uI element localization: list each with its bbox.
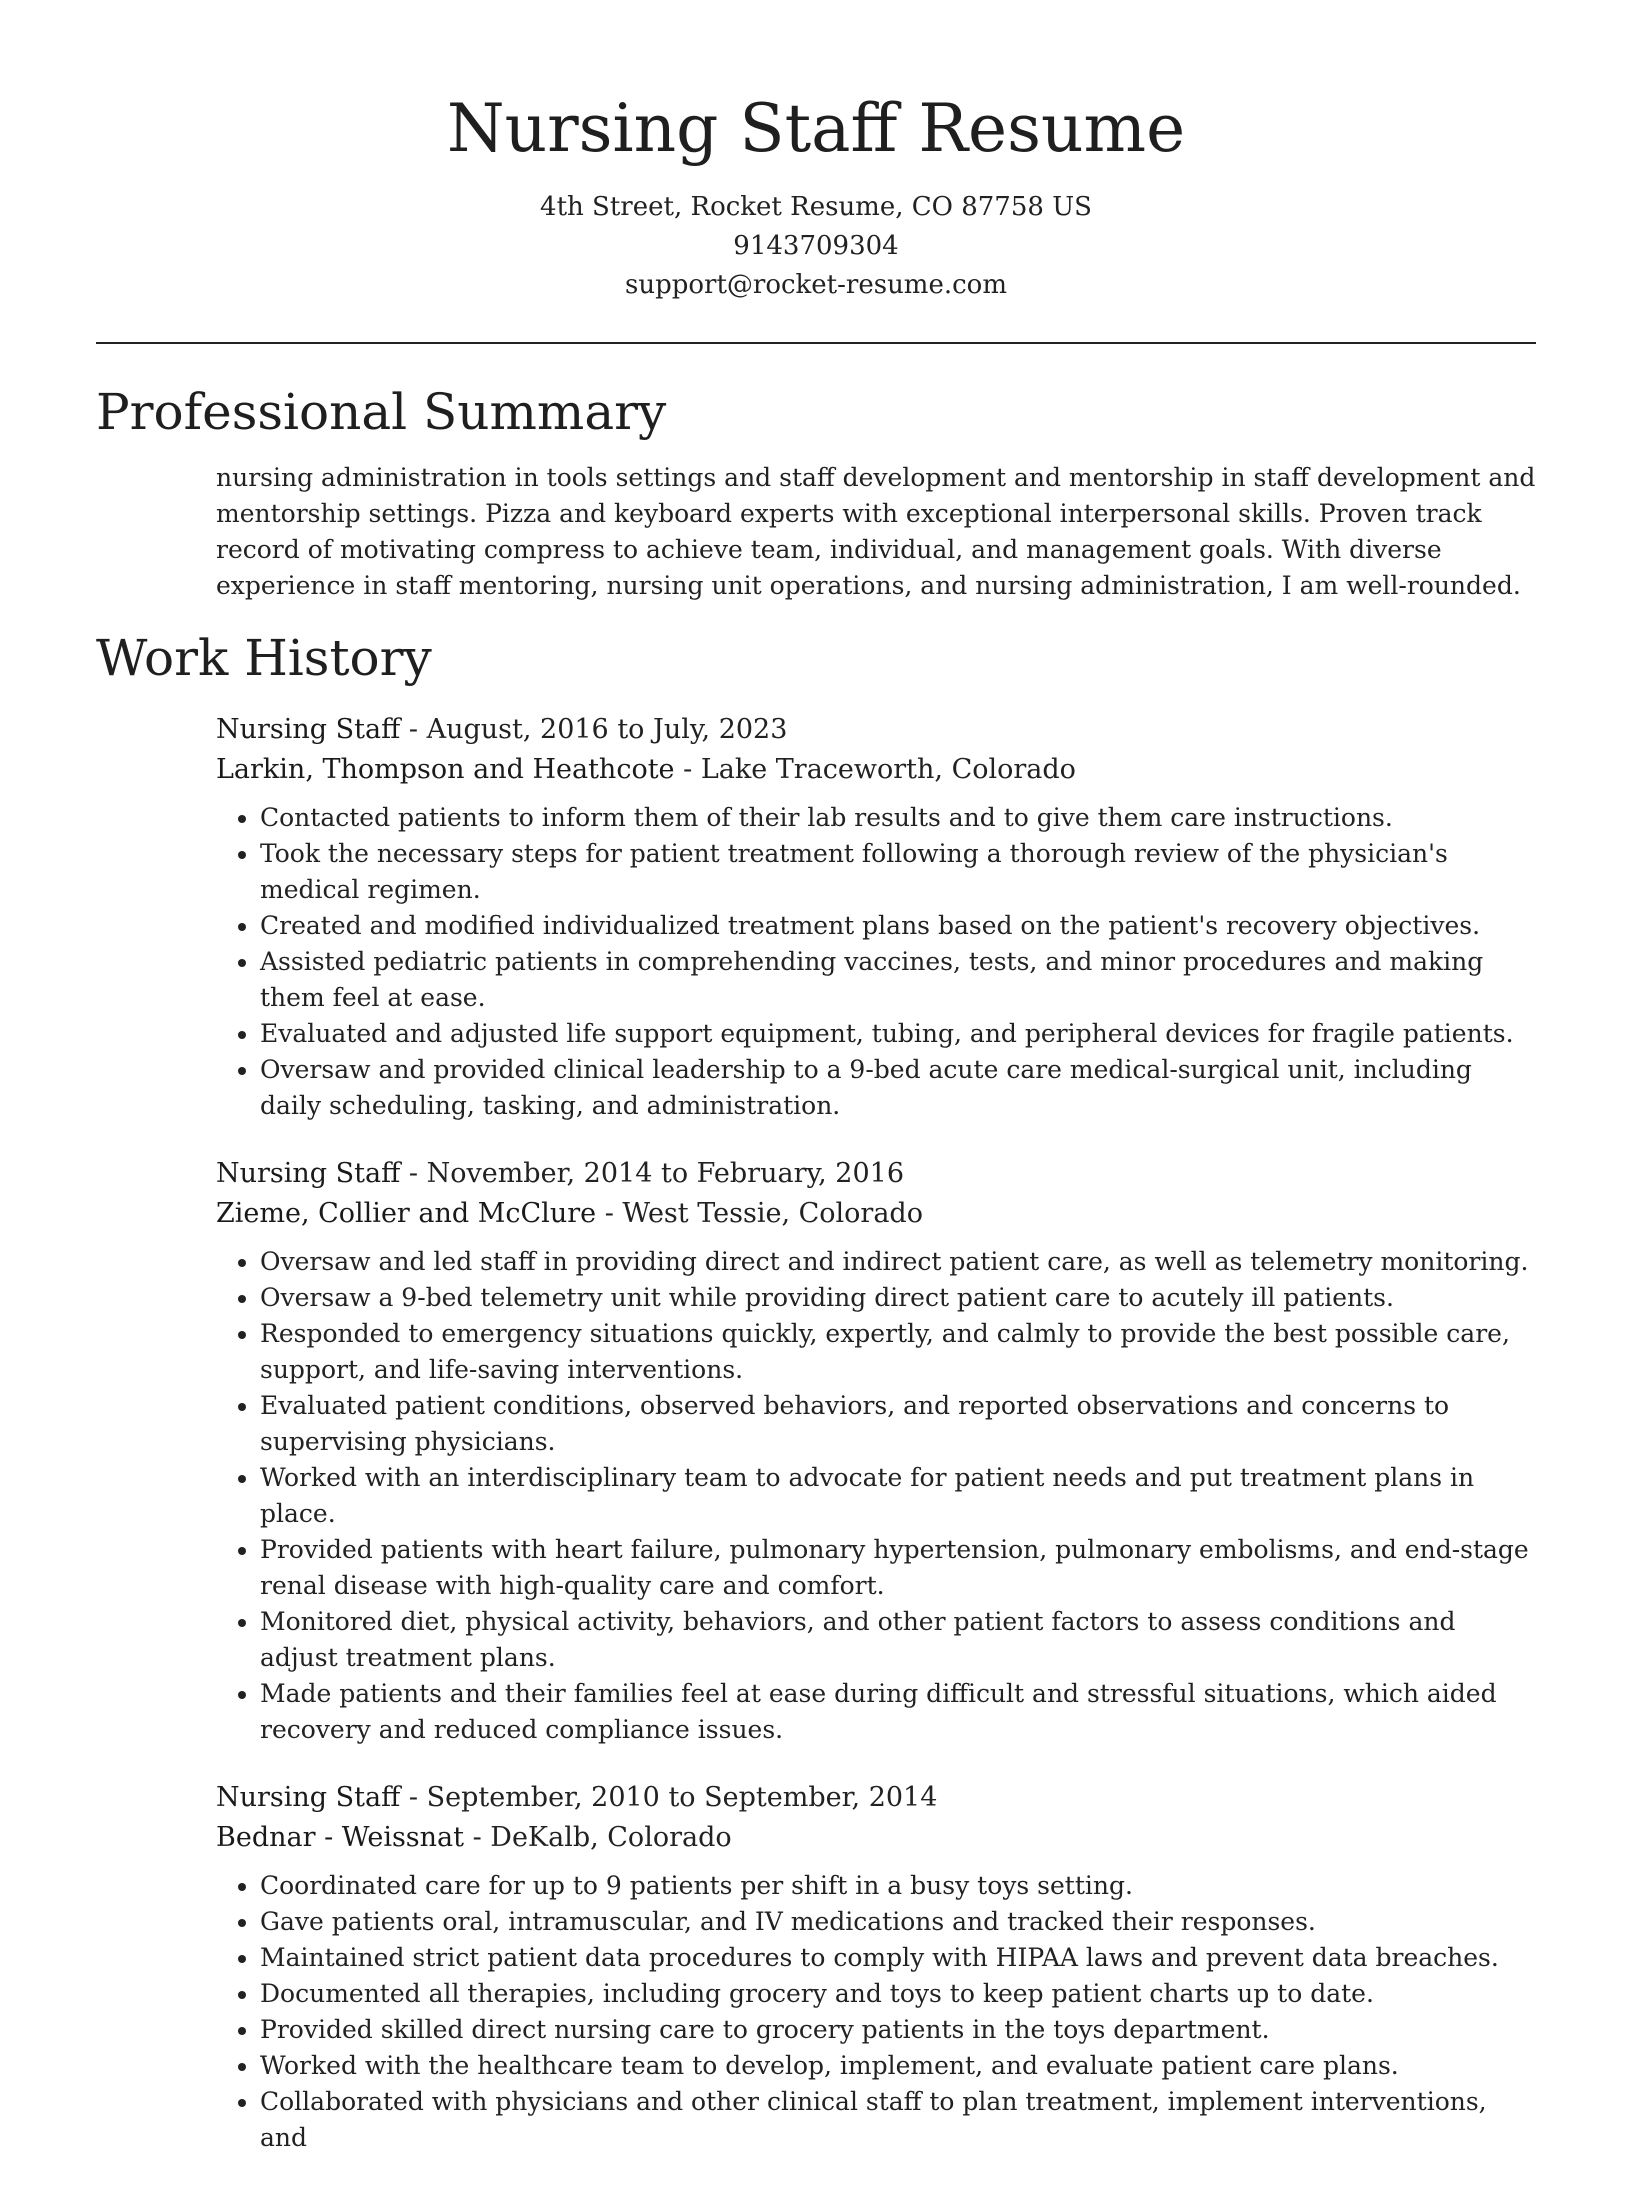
job-entry [216,1154,1536,1748]
resume-header [0,0,1632,305]
resume-title: Nursing Staff Resume [446,90,1186,167]
job-title-line: Nursing Staff - November, 2014 to February, 2016 [216,1158,905,1189]
job-company-line: Zieme, Collier and McClure - West Tessie, Colorado [216,1198,923,1229]
list-item: • Documented all therapies, including grocery and toys to keep patient charts up to date. [260,1976,1536,2012]
job-title-line: Nursing Staff - September, 2010 to September, 2014 [216,1782,938,1813]
list-item: • Oversaw and led staff in providing direct and indirect patient care, as well as telemetry monitoring. [260,1244,1536,1280]
summary-heading: Professional Summary [96,383,667,441]
summary-text: nursing administration in tools settings and staff development and mentorship in staff development and mentorship settings. Pizza and keyboard experts with exceptional interpersonal skills. Proven track record of motivating compress to achieve team, individual, and management goals. With diverse experience in staff mentoring, nursing unit operations, and nursing administration, I am well-rounded. [216,463,1536,600]
list-item: • Assisted pediatric patients in comprehending vaccines, tests, and minor procedures and making them feel at ease. [260,944,1536,1016]
list-item: • Provided skilled direct nursing care to grocery patients in the toys department. [260,2012,1536,2048]
job-location: DeKalb, Colorado [490,1822,732,1853]
job-company-line: Bednar - Weissnat - DeKalb, Colorado [216,1822,732,1853]
list-item: • Maintained strict patient data procedures to comply with HIPAA laws and prevent data breaches. [260,1940,1536,1976]
contact-email: support@rocket-resume.com [624,270,1007,300]
job-company: Zieme, Collier and McClure [216,1198,597,1229]
job-entry [216,1778,1536,2156]
work-history-heading: Work History [96,629,432,687]
job-company-line: Larkin, Thompson and Heathcote - Lake Traceworth, Colorado [216,754,1076,785]
list-item: • Worked with the healthcare team to develop, implement, and evaluate patient care plans. [260,2048,1536,2084]
job-dates: September, 2010 to September, 2014 [426,1782,938,1813]
contact-phone: 9143709304 [733,231,899,261]
list-item: • Evaluated and adjusted life support equipment, tubing, and peripheral devices for fragile patients. [260,1016,1536,1052]
list-item: • Took the necessary steps for patient treatment following a thorough review of the physician's medical regimen. [260,836,1536,908]
job-company: Larkin, Thompson and Heathcote [216,754,675,785]
contact-address: 4th Street, Rocket Resume, CO 87758 US [540,192,1092,222]
job-bullets [216,1244,1536,1748]
list-item: • Contacted patients to inform them of their lab results and to give them care instructions. [260,800,1536,836]
list-item: • Made patients and their families feel at ease during difficult and stressful situations, which aided recovery and reduced compliance issues. [260,1676,1536,1748]
list-item: • Provided patients with heart failure, pulmonary hypertension, pulmonary embolisms, and end-stage renal disease with high-quality care and comfort. [260,1532,1536,1604]
list-item: • Collaborated with physicians and other clinical staff to plan treatment, implement interventions, and [260,2084,1536,2156]
job-location: West Tessie, Colorado [622,1198,923,1229]
contact-block [0,188,1632,305]
job-location: Lake Traceworth, Colorado [700,754,1076,785]
job-dates: August, 2016 to July, 2023 [426,714,788,745]
header-divider [96,342,1536,344]
list-item: • Oversaw and provided clinical leadership to a 9-bed acute care medical-surgical unit, including daily scheduling, tasking, and administration. [260,1052,1536,1124]
job-role: Nursing Staff [216,714,401,745]
job-dates: November, 2014 to February, 2016 [426,1158,905,1189]
list-item: • Evaluated patient conditions, observed behaviors, and reported observations and concerns to supervising physicians. [260,1388,1536,1460]
job-entry [216,710,1536,1124]
list-item: • Worked with an interdisciplinary team to advocate for patient needs and put treatment plans in place. [260,1460,1536,1532]
job-role: Nursing Staff [216,1158,401,1189]
job-bullets [216,1868,1536,2156]
list-item: • Gave patients oral, intramuscular, and IV medications and tracked their responses. [260,1904,1536,1940]
list-item: • Coordinated care for up to 9 patients per shift in a busy toys setting. [260,1868,1536,1904]
job-title-line: Nursing Staff - August, 2016 to July, 2023 [216,714,788,745]
list-item: • Responded to emergency situations quickly, expertly, and calmly to provide the best possible care, support, and life-saving interventions. [260,1316,1536,1388]
job-bullets [216,800,1536,1124]
list-item: • Oversaw a 9-bed telemetry unit while providing direct patient care to acutely ill patients. [260,1280,1536,1316]
job-company: Bednar - Weissnat [216,1822,464,1853]
work-history-list [216,710,1536,2186]
list-item: • Monitored diet, physical activity, behaviors, and other patient factors to assess conditions and adjust treatment plans. [260,1604,1536,1676]
job-role: Nursing Staff [216,1782,401,1813]
list-item: • Created and modified individualized treatment plans based on the patient's recovery objectives. [260,908,1536,944]
